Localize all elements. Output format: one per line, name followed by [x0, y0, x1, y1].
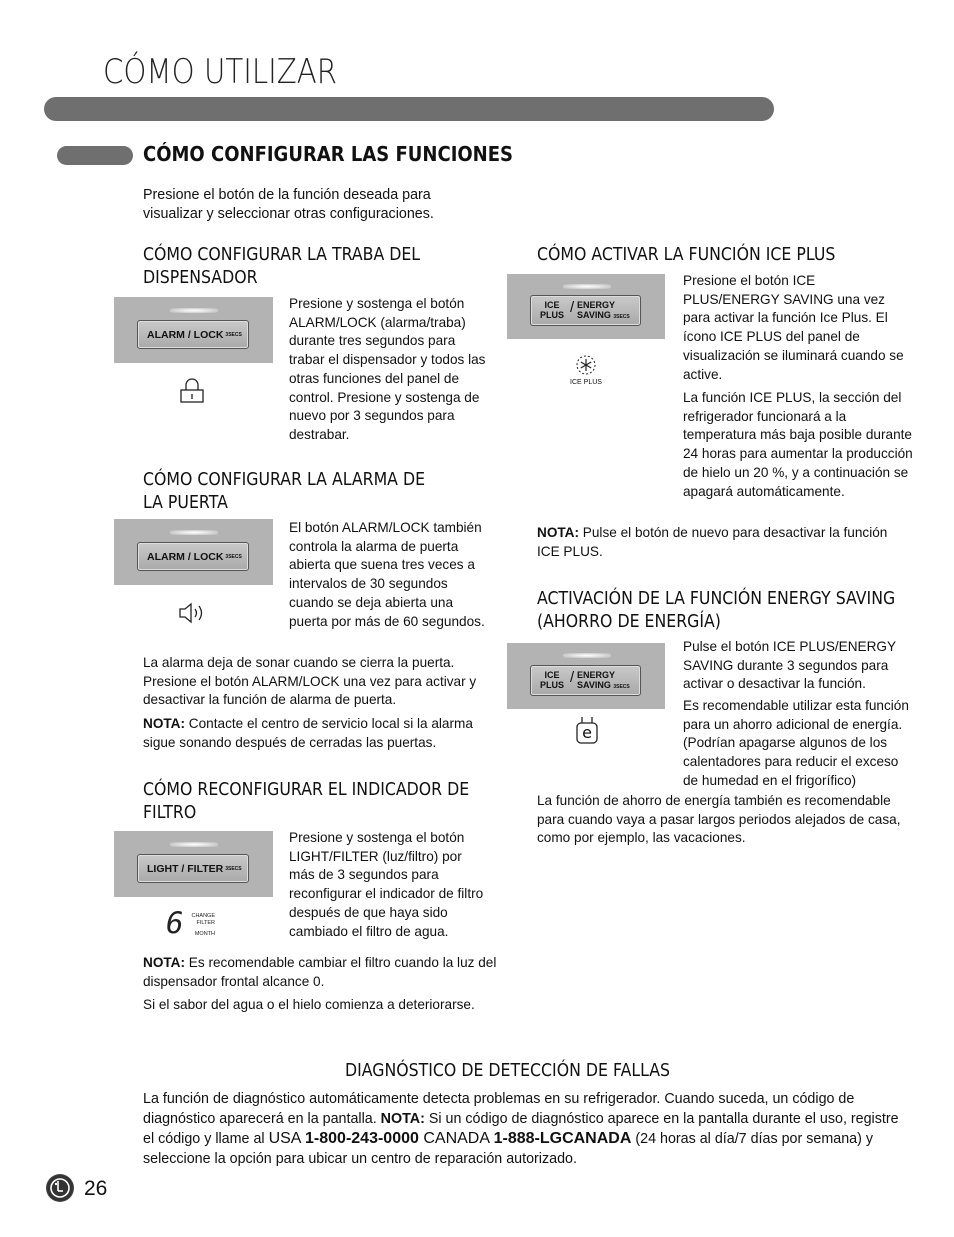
intro-text: Presione el botón de la función deseada para visualizar y seleccionar otras configuraciones.	[143, 187, 434, 222]
page-number: 26	[84, 1177, 108, 1200]
filter-heading: CÓMO RECONFIGURAR EL INDICADOR DE FILTRO	[143, 780, 470, 823]
iceplus-text-2: La función ICE PLUS, la sección del refrigerador funcionará a la temperatura más baja posible durante 24 horas para aumentar la producción de hielo un 20 %, y a continuación se apagará automáticamente.	[683, 390, 913, 499]
ice-plus-icon	[570, 354, 602, 386]
filter-text-2: Si el sabor del agua o el hielo comienza a deteriorarse.	[143, 997, 475, 1012]
indicator-light	[170, 842, 218, 847]
filter-note: NOTA: Es recomendable cambiar el filtro cuando la luz del dispensador frontal alcance 0.	[143, 955, 497, 989]
diagnostic-text: La función de diagnóstico automáticamente detecta problemas en su refrigerador. Cuando suceda, un código de diagnóstico aparecerá en la pantalla. NOTA: Si un código de diagnóstico aparece en la pantalla durante el uso, registre el código y llame al USA 1-800-243-0000 CANADA 1-888-LGCANADA (24 horas al día/7 días por semana) y seleccione la opción para ubicar un centro de reparación autorizado.	[143, 1091, 899, 1167]
ice-plus-energy-saving-button[interactable]: ICE PLUS / ENERGY SAVING 3SECS	[530, 295, 641, 326]
energy-text-3: La función de ahorro de energía también es recomendable para cuando vaya a pasar largos periodos alejados de casa, como por ejemplo, las vacaciones.	[537, 793, 901, 846]
filter-month-digit: 6	[166, 906, 184, 940]
lock-heading: CÓMO CONFIGURAR LA TRABA DEL DISPENSADOR	[143, 245, 421, 288]
energy-panel	[507, 643, 665, 709]
indicator-light	[563, 653, 611, 658]
ice-plus-energy-saving-button[interactable]: ICE PLUS / ENERGY SAVING 3SECS	[530, 665, 641, 696]
energy-heading: ACTIVACIÓN DE LA FUNCIÓN ENERGY SAVING (AHORRO DE ENERGÍA)	[537, 589, 896, 632]
indicator-light	[170, 308, 218, 313]
filter-text: Presione y sostenga el botón LIGHT/FILTER (luz/filtro) por más de 3 segundos para reconfigurar el indicador de filtro después de que haya sido cambiado el filtro de agua.	[289, 830, 484, 939]
alarm-text: El botón ALARM/LOCK también controla la alarma de puerta abierta que suena tres veces a intervalos de 30 segundos cuando se deja abierta una puerta por más de 60 segundos.	[289, 520, 485, 629]
alarm-note: NOTA: Contacte el centro de servicio local si la alarma sigue sonando después de cerradas las puertas.	[143, 716, 473, 750]
iceplus-text: Presione el botón ICE PLUS/ENERGY SAVING una vez para activar la función Ice Plus. El ícono ICE PLUS del panel de visualización se iluminará cuando se active.	[683, 273, 904, 382]
indicator-light	[563, 284, 611, 289]
energy-text-2: Es recomendable utilizar esta función para un ahorro adicional de energía. (Podrían apagarse algunos de los calentadores para reducir el exceso de humedad en el frigorífico)	[683, 698, 909, 788]
light-filter-button[interactable]: LIGHT / FILTER 3SECS	[137, 854, 249, 883]
iceplus-note: NOTA: Pulse el botón de nuevo para desactivar la función ICE PLUS.	[537, 525, 888, 559]
alarm-panel	[114, 519, 273, 585]
section-marker	[57, 146, 133, 165]
section-title: CÓMO CONFIGURAR LAS FUNCIONES	[143, 142, 514, 166]
iceplus-heading: CÓMO ACTIVAR LA FUNCIÓN ICE PLUS	[537, 245, 836, 265]
speaker-icon	[178, 600, 208, 631]
lock-text: Presione y sostenga el botón ALARM/LOCK (alarma/traba) durante tres segundos para trabar el dispensador y todos las otras funciones del panel de control. Presione y sostenga de nuevo por 3 segundos para destrabar.	[289, 296, 486, 442]
energy-text: Pulse el botón ICE PLUS/ENERGY SAVING durante 3 segundos para activar o desactivar la función.	[683, 639, 896, 692]
filter-panel	[114, 831, 273, 897]
alarm-heading: CÓMO CONFIGURAR LA ALARMA DE LA PUERTA	[143, 470, 426, 513]
alarm-lock-button[interactable]: ALARM / LOCK 3SECS	[137, 542, 249, 571]
lg-logo	[46, 1174, 74, 1202]
iceplus-panel	[507, 274, 665, 339]
diagnostic-heading: DIAGNÓSTICO DE DETECCIÓN DE FALLAS	[345, 1061, 671, 1081]
header-bar	[44, 97, 774, 121]
indicator-light	[170, 530, 218, 535]
energy-saving-icon	[574, 716, 600, 746]
page-title: CÓMO UTILIZAR	[103, 52, 338, 92]
lock-icon	[179, 377, 205, 410]
energy-icon-letter: e	[582, 723, 592, 742]
ice-plus-icon-label: ICE PLUS	[570, 379, 602, 386]
alarm-lock-button[interactable]: ALARM / LOCK 3SECS	[137, 320, 249, 349]
lock-panel	[114, 297, 273, 363]
alarm-text-2: La alarma deja de sonar cuando se cierra la puerta. Presione el botón ALARM/LOCK una vez para activar y desactivar la función de alarma de puerta.	[143, 655, 477, 708]
filter-display-labels: CHANGE FILTER MONTH	[191, 913, 215, 937]
